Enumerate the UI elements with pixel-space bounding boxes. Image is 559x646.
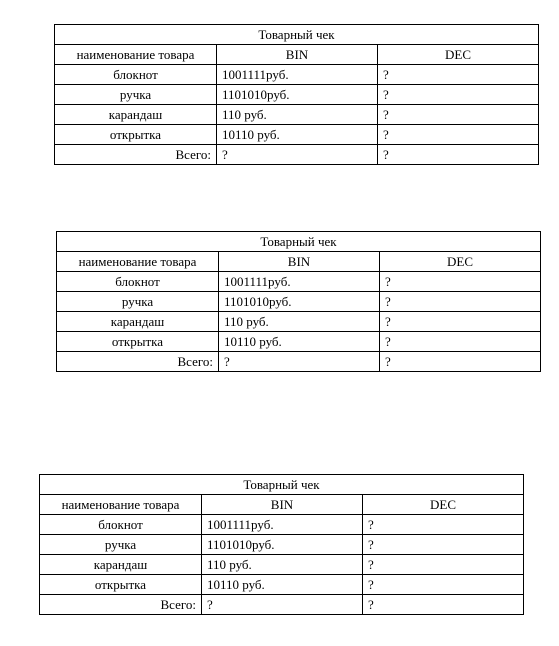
- total-row: [55, 145, 539, 165]
- receipt-title: Товарный чек: [55, 25, 539, 45]
- dec-value-cell: ?: [378, 105, 539, 125]
- dec-value-cell: ?: [378, 125, 539, 145]
- product-name-cell: открытка: [55, 125, 217, 145]
- total-bin-cell: ?: [219, 352, 380, 372]
- receipt-title-row: [40, 475, 524, 495]
- product-name-cell: блокнот: [55, 65, 217, 85]
- dec-value-cell: ?: [363, 575, 524, 595]
- table-row: [55, 85, 539, 105]
- bin-value-cell: 1001111руб.: [202, 515, 363, 535]
- bin-value-cell: 110 руб.: [217, 105, 378, 125]
- dec-value-cell: ?: [378, 65, 539, 85]
- product-name-cell: блокнот: [40, 515, 202, 535]
- table-row: [40, 555, 524, 575]
- table-row: [55, 65, 539, 85]
- header-product-name: наименование товара: [40, 495, 202, 515]
- total-dec-cell: ?: [380, 352, 541, 372]
- dec-value-cell: ?: [363, 535, 524, 555]
- receipt-title-row: [57, 232, 541, 252]
- total-dec-cell: ?: [378, 145, 539, 165]
- product-name-cell: открытка: [40, 575, 202, 595]
- total-label: Всего:: [55, 145, 217, 165]
- bin-value-cell: 1001111руб.: [219, 272, 380, 292]
- product-name-cell: ручка: [55, 85, 217, 105]
- bin-value-cell: 1001111руб.: [217, 65, 378, 85]
- receipt-title: Товарный чек: [40, 475, 524, 495]
- receipt-table: [54, 24, 539, 165]
- table-row: [57, 332, 541, 352]
- table-row: [40, 535, 524, 555]
- receipt-table: [56, 231, 541, 372]
- header-row: [40, 495, 524, 515]
- table-row: [57, 272, 541, 292]
- product-name-cell: ручка: [40, 535, 202, 555]
- product-name-cell: карандаш: [55, 105, 217, 125]
- dec-value-cell: ?: [380, 332, 541, 352]
- header-dec: DEC: [378, 45, 539, 65]
- bin-value-cell: 110 руб.: [202, 555, 363, 575]
- total-row: [57, 352, 541, 372]
- receipt-table: [39, 474, 524, 615]
- table-row: [40, 575, 524, 595]
- table-row: [55, 125, 539, 145]
- total-dec-cell: ?: [363, 595, 524, 615]
- total-bin-cell: ?: [217, 145, 378, 165]
- total-bin-cell: ?: [202, 595, 363, 615]
- header-product-name: наименование товара: [57, 252, 219, 272]
- bin-value-cell: 10110 руб.: [202, 575, 363, 595]
- product-name-cell: карандаш: [57, 312, 219, 332]
- bin-value-cell: 10110 руб.: [219, 332, 380, 352]
- table-row: [57, 312, 541, 332]
- dec-value-cell: ?: [380, 272, 541, 292]
- dec-value-cell: ?: [378, 85, 539, 105]
- table-row: [57, 292, 541, 312]
- header-row: [55, 45, 539, 65]
- dec-value-cell: ?: [363, 515, 524, 535]
- product-name-cell: карандаш: [40, 555, 202, 575]
- total-label: Всего:: [40, 595, 202, 615]
- header-bin: BIN: [219, 252, 380, 272]
- header-dec: DEC: [363, 495, 524, 515]
- header-dec: DEC: [380, 252, 541, 272]
- total-row: [40, 595, 524, 615]
- table-row: [40, 515, 524, 535]
- header-product-name: наименование товара: [55, 45, 217, 65]
- dec-value-cell: ?: [363, 555, 524, 575]
- header-bin: BIN: [217, 45, 378, 65]
- dec-value-cell: ?: [380, 312, 541, 332]
- bin-value-cell: 110 руб.: [219, 312, 380, 332]
- header-bin: BIN: [202, 495, 363, 515]
- receipt-title-row: [55, 25, 539, 45]
- bin-value-cell: 1101010руб.: [202, 535, 363, 555]
- dec-value-cell: ?: [380, 292, 541, 312]
- product-name-cell: открытка: [57, 332, 219, 352]
- bin-value-cell: 1101010руб.: [217, 85, 378, 105]
- bin-value-cell: 1101010руб.: [219, 292, 380, 312]
- header-row: [57, 252, 541, 272]
- product-name-cell: ручка: [57, 292, 219, 312]
- bin-value-cell: 10110 руб.: [217, 125, 378, 145]
- receipt-title: Товарный чек: [57, 232, 541, 252]
- product-name-cell: блокнот: [57, 272, 219, 292]
- total-label: Всего:: [57, 352, 219, 372]
- table-row: [55, 105, 539, 125]
